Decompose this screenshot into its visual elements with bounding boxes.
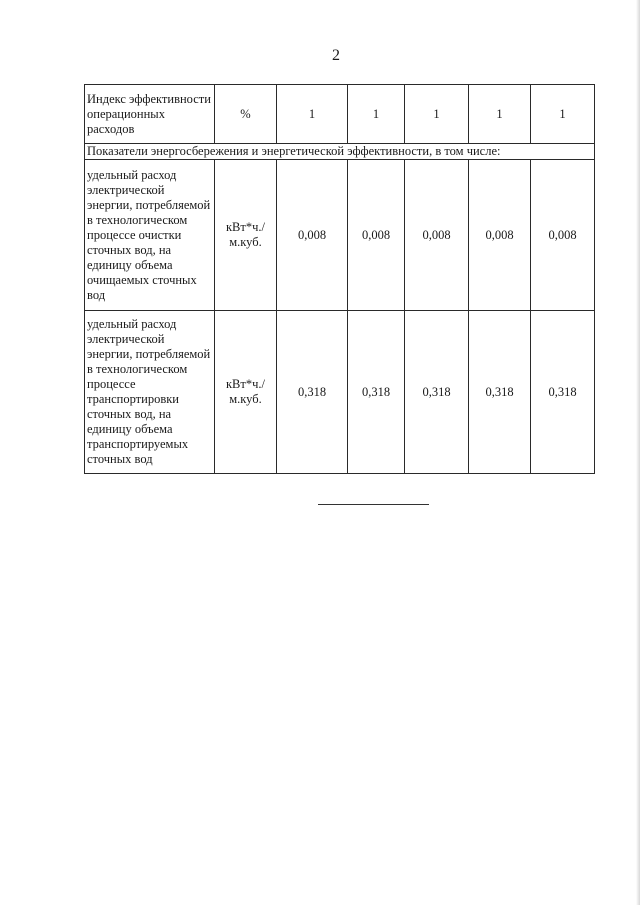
row-value: 0,318 xyxy=(469,311,531,474)
row-value: 0,008 xyxy=(405,160,469,311)
table-row-transport-electricity xyxy=(85,311,595,474)
section-title: Показатели энергосбережения и энергетической эффективности, в том числе: xyxy=(85,144,595,160)
row-value: 0,318 xyxy=(348,311,405,474)
row-unit: % xyxy=(215,85,277,144)
row-unit: кВт*ч./м.куб. xyxy=(215,160,277,311)
row-value: 0,008 xyxy=(469,160,531,311)
row-value: 0,008 xyxy=(277,160,348,311)
row-name-treatment-electricity: удельный расход электрической энергии, потребляемой в технологическом процессе очистки сточных вод, на единицу объема очищаемых сточных вод xyxy=(85,160,215,311)
page-number: 2 xyxy=(332,47,340,64)
scan-edge-shadow xyxy=(636,0,640,905)
row-name-transport-electricity: удельный расход электрической энергии, потребляемой в технологическом процессе транспортировки сточных вод, на единицу объема транспортируемых сточных вод xyxy=(85,311,215,474)
row-value: 0,008 xyxy=(531,160,595,311)
table-row-section-header xyxy=(85,144,595,160)
row-value: 1 xyxy=(348,85,405,144)
row-unit: кВт*ч./м.куб. xyxy=(215,311,277,474)
row-name-opex-index: Индекс эффективности операционных расходов xyxy=(85,85,215,144)
row-value: 0,318 xyxy=(531,311,595,474)
row-value: 1 xyxy=(405,85,469,144)
table-row-treatment-electricity xyxy=(85,160,595,311)
row-value: 1 xyxy=(531,85,595,144)
end-of-document-rule xyxy=(318,504,429,505)
table-row-opex-index xyxy=(85,85,595,144)
row-value: 1 xyxy=(469,85,531,144)
row-value: 0,008 xyxy=(348,160,405,311)
row-value: 0,318 xyxy=(405,311,469,474)
row-value: 1 xyxy=(277,85,348,144)
row-value: 0,318 xyxy=(277,311,348,474)
indicators-table xyxy=(84,84,595,474)
